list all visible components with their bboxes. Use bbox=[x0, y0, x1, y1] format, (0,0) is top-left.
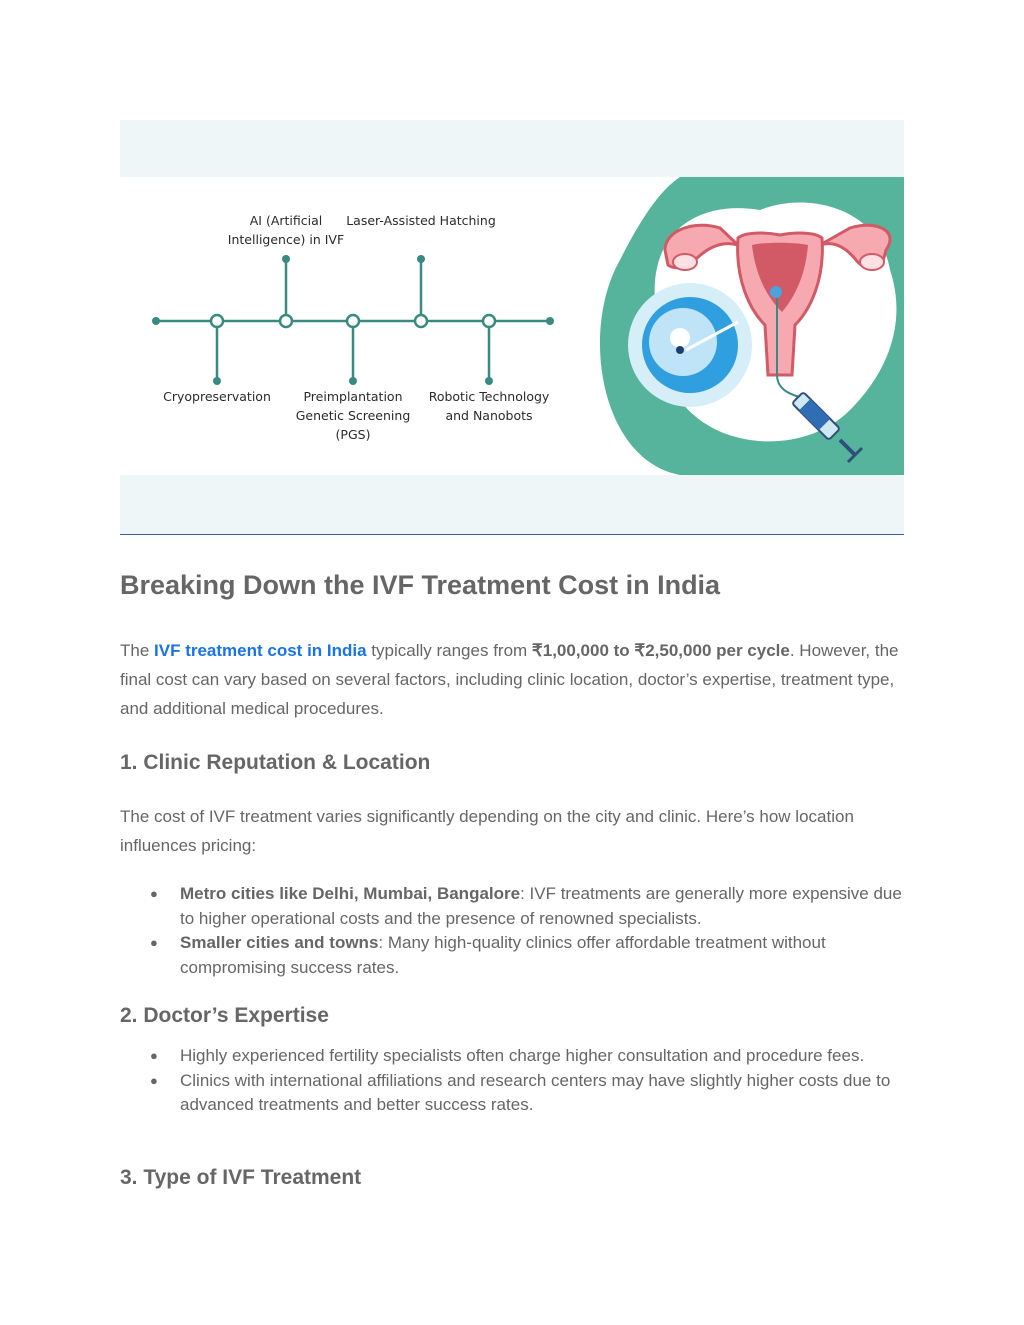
list-item-text: : Many high-quality clinics offer affordable treatment without compromising success rates. bbox=[180, 933, 826, 977]
ivf-cost-link[interactable]: IVF treatment cost in India bbox=[154, 641, 367, 660]
section1-paragraph: The cost of IVF treatment varies significantly depending on the city and clinic. Here’s how location influences pricing: bbox=[120, 807, 854, 855]
timeline-label-robotic: Robotic Technology and Nanobots bbox=[428, 389, 550, 423]
egg-cell-icon bbox=[628, 283, 752, 407]
list-item-bold: Metro cities like Delhi, Mumbai, Bangalore bbox=[180, 884, 521, 903]
intro-paragraph bbox=[120, 636, 910, 723]
section1-list bbox=[120, 882, 904, 980]
timeline bbox=[152, 255, 554, 385]
list-item bbox=[120, 882, 904, 931]
intro-middle: typically ranges from bbox=[366, 641, 532, 660]
timeline-label-cryo: Cryopreservation bbox=[163, 389, 271, 404]
section-heading-doctor: 2. Doctor’s Expertise bbox=[120, 1004, 329, 1027]
intro-suffix: . However, the final cost can vary based on several factors, including clinic location, doctor’s expertise, treatment type, and additional medical procedures. bbox=[120, 641, 899, 718]
list-item: ● Clinics with international affiliations and research centers may have slightly higher costs due to advanced treatments and better success rates. bbox=[120, 1069, 904, 1118]
hero-illustration bbox=[120, 120, 904, 534]
page-title: Breaking Down the IVF Treatment Cost in India bbox=[120, 570, 721, 600]
hero-divider bbox=[120, 534, 904, 535]
timeline-label-ai: AI (Artificial Intelligence) in IVF bbox=[227, 213, 345, 247]
timeline-label-pgs: Preimplantation Genetic Screening (PGS) bbox=[295, 389, 411, 442]
list-item: ● Highly experienced fertility specialists often charge higher consultation and procedure fees. bbox=[120, 1044, 904, 1069]
list-item-text: : IVF treatments are generally more expensive due to higher operational costs and the presence of renowned specialists. bbox=[180, 884, 902, 928]
list-item-bold: Smaller cities and towns bbox=[180, 933, 379, 952]
section2-list bbox=[120, 1044, 904, 1118]
section-heading-clinic: 1. Clinic Reputation & Location bbox=[120, 751, 431, 774]
list-item bbox=[120, 931, 904, 980]
section-heading-treatment-type: 3. Type of IVF Treatment bbox=[120, 1166, 362, 1189]
intro-price: ₹1,00,000 to ₹2,50,000 per cycle bbox=[531, 641, 790, 660]
intro-prefix: The bbox=[120, 641, 155, 660]
hero-image bbox=[120, 120, 904, 534]
timeline-label-laser: Laser-Assisted Hatching bbox=[346, 213, 496, 228]
